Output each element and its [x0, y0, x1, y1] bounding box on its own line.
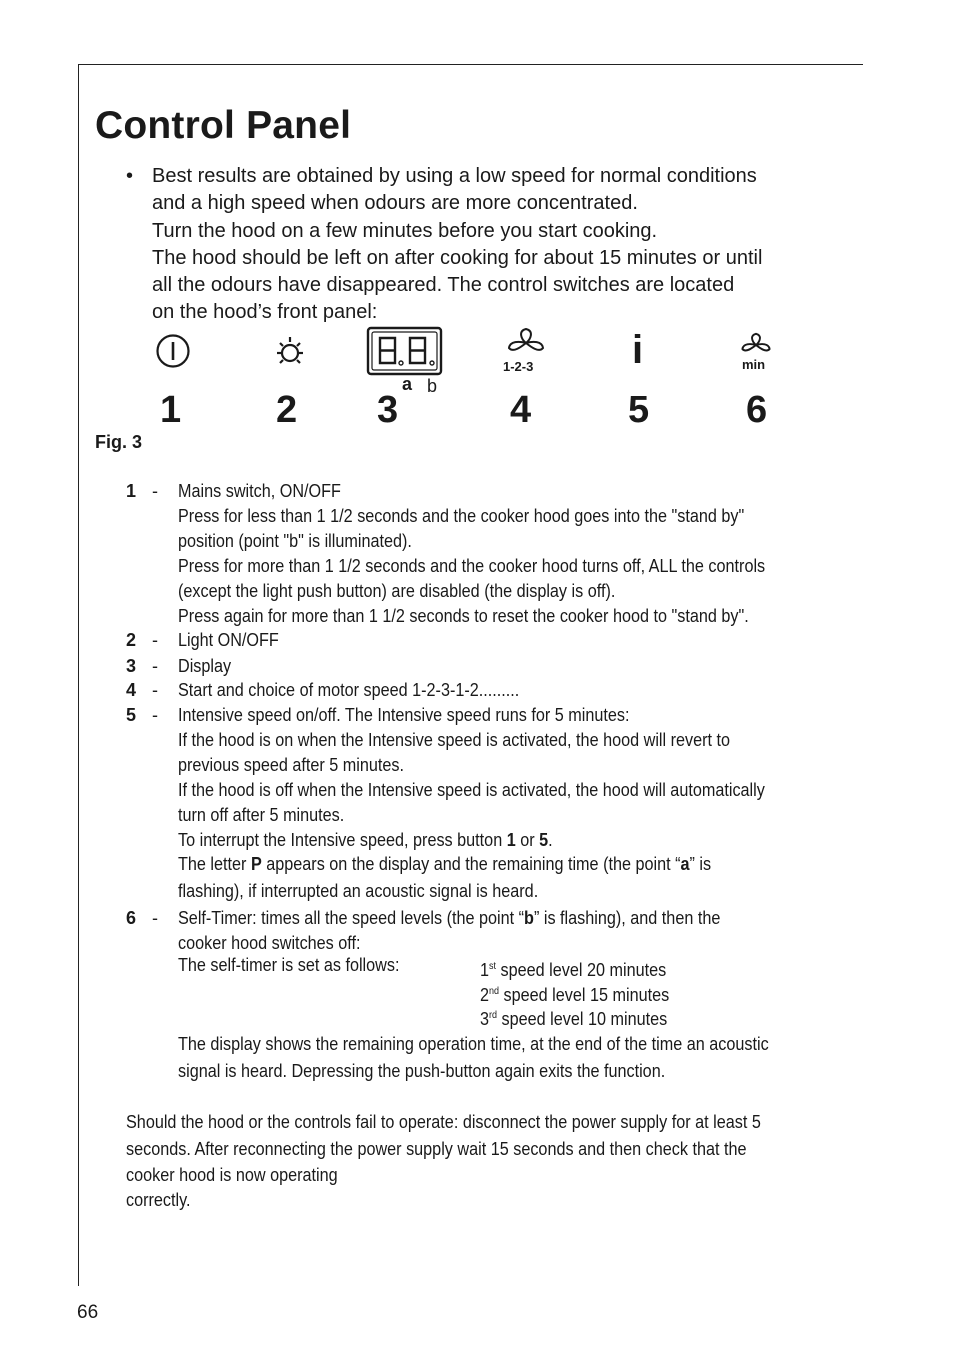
item-line: [178, 852, 826, 877]
item-1-text: [178, 479, 826, 628]
item-line: [178, 906, 826, 931]
footer-line: Should the hood or the controls fail to operate: disconnect the power supply for at least 5: [126, 1112, 761, 1132]
text-run: speed level 20 minutes: [496, 960, 667, 980]
point-b-label: b: [427, 376, 438, 396]
footer-line: cooker hood is now operating: [126, 1165, 338, 1185]
intro-line: on the hood’s front panel:: [152, 301, 378, 324]
text-run: To interrupt the Intensive speed, press button: [178, 829, 507, 850]
item-line: Intensive speed on/off. The Intensive speed runs for 5 minutes:: [178, 705, 630, 725]
item-line: signal is heard. Depressing the push-button again exits the function.: [178, 1060, 666, 1081]
light-icon: [272, 334, 308, 370]
figure-caption: Fig. 3: [95, 432, 143, 452]
frame-left-rule: [78, 64, 79, 1286]
text-run: 1: [506, 829, 516, 850]
text-run: nd: [489, 986, 500, 997]
item-number-4: 4: [126, 680, 137, 700]
intro-line: The hood should be left on after cooking for about 15 minutes or until: [152, 246, 763, 269]
text-run: 5: [539, 829, 549, 850]
item-line: If the hood is on when the Intensive speed is activated, the hood will revert to: [178, 729, 731, 750]
button-number-2: 2: [276, 389, 298, 431]
item-dash: -: [152, 630, 158, 650]
item-number-3: 3: [126, 656, 137, 676]
text-run: speed level 15 minutes: [499, 985, 670, 1005]
item-6-text: [178, 906, 826, 956]
item-dash: -: [152, 908, 158, 928]
timer-label: The self-timer is set as follows:: [178, 955, 400, 975]
item-number-1: 1: [126, 481, 137, 501]
item-line: Press for more than 1 1/2 seconds and the cooker hood turns off, ALL the controls: [178, 555, 766, 576]
text-run: b: [524, 908, 534, 928]
footer-line: seconds. After reconnecting the power supply wait 15 seconds and then check that the: [126, 1138, 747, 1159]
item-2-text: [178, 628, 826, 653]
fan-icon: [506, 327, 546, 359]
item-line: Start and choice of motor speed 1-2-3-1-2.........: [178, 680, 520, 700]
text-run: 3: [480, 1009, 490, 1029]
button-number-3: 3: [377, 389, 399, 431]
item-line: flashing), if interrupted an acoustic signal is heard.: [178, 881, 539, 902]
item-line: Press again for more than 1 1/2 seconds to reset the cooker hood to "stand by".: [178, 605, 749, 626]
text-run: or: [515, 829, 540, 850]
item-line: Press for less than 1 1/2 seconds and the cooker hood goes into the "stand by": [178, 505, 745, 526]
item-line: previous speed after 5 minutes.: [178, 754, 405, 775]
speed-range-label: 1-2-3: [503, 359, 534, 374]
text-run: The letter: [178, 854, 251, 875]
troubleshooting-paragraph: [126, 1109, 761, 1213]
item-dash: -: [152, 705, 158, 725]
item-line: Mains switch, ON/OFF: [178, 481, 341, 501]
intro-line: Best results are obtained by using a low speed for normal conditions: [152, 165, 757, 187]
item-dash: -: [152, 481, 158, 501]
page-number: 66: [77, 1302, 99, 1323]
item-dash: -: [152, 680, 158, 700]
item-4-text: [178, 678, 826, 703]
min-label: min: [742, 357, 766, 372]
button-number-6: 6: [746, 389, 768, 431]
item-line: [178, 828, 826, 853]
item-6-end: [178, 1031, 826, 1084]
text-run: speed level 10 minutes: [497, 1009, 668, 1029]
item-line: (except the light push button) are disabled (the display is off).: [178, 580, 616, 601]
text-run: .: [548, 829, 553, 850]
page-title: Control Panel: [95, 104, 352, 147]
button-number-1: 1: [160, 389, 182, 431]
text-run: appears on the display and the remaining time (the point “: [261, 854, 681, 875]
item-number-2: 2: [126, 630, 137, 650]
text-run: st: [489, 961, 497, 972]
footer-line: correctly.: [126, 1189, 191, 1210]
item-line: The display shows the remaining operation time, at the end of the time an acoustic: [178, 1034, 769, 1054]
text-run: P: [250, 854, 262, 875]
info-icon: i: [632, 328, 644, 372]
intro-line: and a high speed when odours are more concentrated.: [152, 192, 638, 215]
text-run: ” is flashing), and then the: [533, 908, 721, 928]
item-line: If the hood is off when the Intensive speed is activated, the hood will automatically: [178, 779, 765, 800]
button-number-5: 5: [628, 389, 650, 431]
power-icon: [155, 333, 191, 369]
fan-timer-icon: [740, 332, 772, 358]
button-number-4: 4: [510, 389, 532, 431]
speed-level-3: [480, 1004, 667, 1032]
intro-line: all the odours have disappeared. The control switches are located: [152, 274, 735, 297]
intro-paragraph: [152, 163, 842, 327]
intro-line: Turn the hood on a few minutes before you start cooking.: [152, 219, 658, 242]
display-icon: [366, 326, 444, 376]
text-run: 2: [480, 985, 490, 1005]
item-3-text: [178, 654, 826, 679]
text-run: rd: [489, 1010, 498, 1021]
item-line: Display: [178, 656, 232, 676]
text-run: a: [680, 854, 690, 875]
item-line: turn off after 5 minutes.: [178, 804, 345, 825]
text-run: ” is: [689, 854, 712, 875]
item-number-5: 5: [126, 705, 137, 725]
item-line: position (point "b" is illuminated).: [178, 530, 412, 551]
bullet: •: [126, 165, 134, 187]
frame-top-rule: [78, 64, 863, 65]
item-dash: -: [152, 656, 158, 676]
point-a-label: a: [402, 374, 413, 394]
item-line: Light ON/OFF: [178, 630, 279, 650]
speed-level-1: [480, 955, 666, 983]
item-number-6: 6: [126, 908, 137, 928]
item-5-text: [178, 703, 826, 904]
text-run: 1: [480, 960, 490, 980]
item-line: cooker hood switches off:: [178, 932, 361, 953]
text-run: Self-Timer: times all the speed levels (the point “: [178, 908, 525, 928]
